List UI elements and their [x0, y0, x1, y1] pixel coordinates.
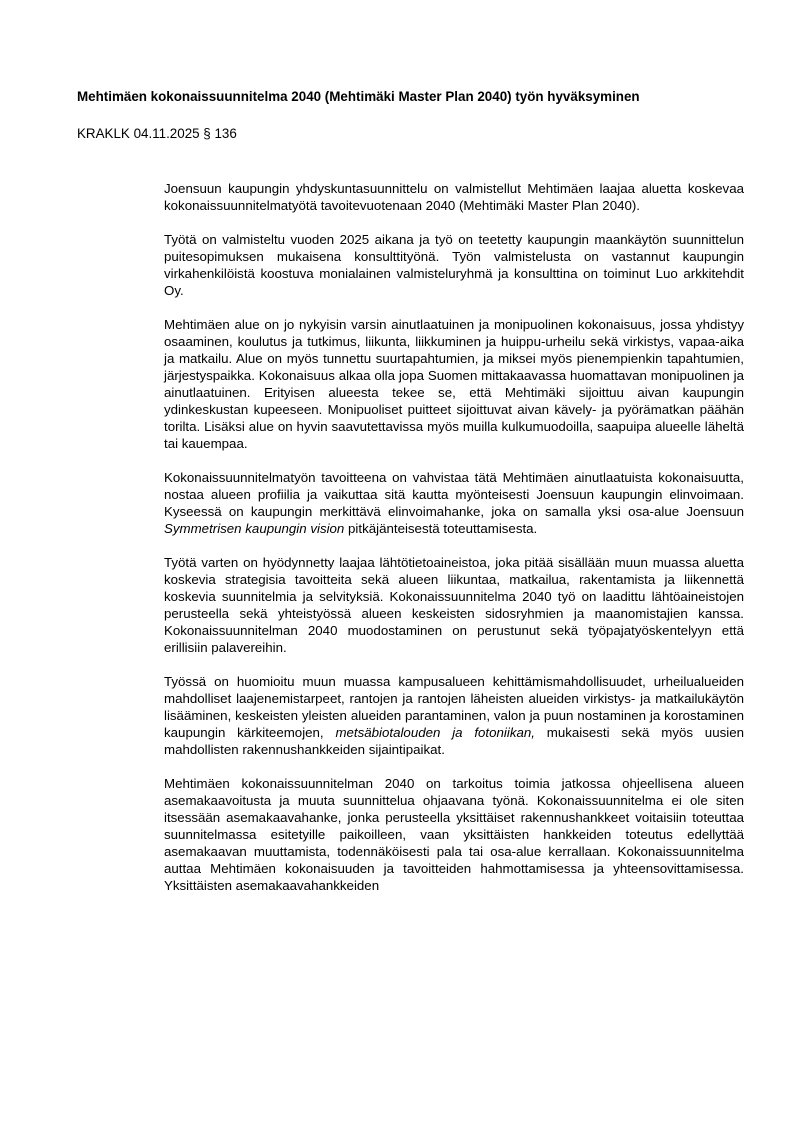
meeting-reference: KRAKLK 04.11.2025 § 136 — [77, 126, 237, 141]
paragraph-4-text-end: pitkäjänteisestä toteuttamisesta. — [344, 521, 538, 536]
paragraph-6-text-start: Työssä on huomioitu muun muassa kampusalueen kehittämismahdollisuudet, urheilualueiden mahdolliset laajenemistarpeet, rantojen ja rantojen läheisten alueiden virkistys- ja matkailukäytön lisääminen, keskeisten yleisten alueiden parantaminen, valon ja puun nostaminen ja korostaminen kaupungin kärkiteemojen, — [164, 674, 744, 740]
paragraph-2: Työtä on valmisteltu vuoden 2025 aikana ja työ on teetetty kaupungin maankäytön suunnittelun puitesopimuksen mukaisena konsulttityönä. Työn valmistelusta on vastannut kaupungin virkahenkilöistä koostuva monialainen valmisteluryhmä ja konsulttina on toiminut Luo arkkitehdit Oy. — [164, 232, 744, 298]
document-body — [164, 180, 744, 894]
paragraph-4 — [164, 469, 744, 537]
paragraph-6 — [164, 673, 744, 758]
paragraph-6-emphasis: metsäbiotalouden ja fotoniikan, — [335, 725, 535, 740]
paragraph-3: Mehtimäen alue on jo nykyisin varsin ainutlaatuinen ja monipuolinen kokonaisuus, jossa yhdistyy osaaminen, koulutus ja tutkimus, liikunta, liikkuminen ja huippu-urheilu sekä virkistys, vapaa-aika ja matkailu. Alue on myös tunnettu suurtapahtumien, ja miksei myös pienempienkin tapahtumien, järjestyspaikka. Kokonaisuus alkaa olla jopa Suomen mittakaavassa huomattavan monipuolinen ja ainutlaatuinen. Erityisen alueesta tekee se, että Mehtimäki sijoittuu aivan kaupungin ydinkeskustan kupeeseen. Monipuoliset puitteet sijoittuvat aivan kävely- ja pyörämatkan päähän torilta. Lisäksi alue on hyvin saavutettavissa myös muilla kulkumuodoilla, saapuipa alueelle läheltä tai kauempaa. — [164, 317, 744, 451]
document-title: Mehtimäen kokonaissuunnitelma 2040 (Mehtimäki Master Plan 2040) työn hyväksyminen — [77, 89, 640, 104]
paragraph-4-text-start: Kokonaissuunnitelmatyön tavoitteena on vahvistaa tätä Mehtimäen ainutlaatuista kokonaisuutta, nostaa alueen profiilia ja vaikuttaa sitä kautta myönteisesti Joensuun kaupungin elinvoimaan. Kyseessä on kaupungin merkittävä elinvoimahanke, joka on samalla yksi osa-alue Joensuun — [164, 470, 744, 519]
paragraph-7: Mehtimäen kokonaissuunnitelman 2040 on tarkoitus toimia jatkossa ohjeellisena alueen asemakaavoitusta ja muuta suunnittelua ohjaavana työnä. Kokonaissuunnitelma ei ole siten itsessään asemakaavahanke, jonka perusteella yksittäiset rakennushankkeet voitaisiin toteuttaa suunnitelmassa esitetyille paikoilleen, vaan yksittäisten hankkeiden toteutus edellyttää asemakaavan muuttamista, todennäköisesti pala tai osa-alue kerrallaan. Kokonaissuunnitelma auttaa Mehtimäen kokonaisuuden ja tavoitteiden hahmottamisessa ja yhteensovittamisessa. Yksittäisten asemakaavahankkeiden — [164, 776, 744, 893]
paragraph-1: Joensuun kaupungin yhdyskuntasuunnittelu on valmistellut Mehtimäen laajaa aluetta koskevaa kokonaissuunnitelmatyötä tavoitevuotenaan 2040 (Mehtimäki Master Plan 2040). — [164, 181, 744, 213]
paragraph-4-emphasis: Symmetrisen kaupungin vision — [164, 521, 345, 536]
paragraph-6-text-end: mukaisesti sekä myös uusien mahdollisten rakennushankkeiden sijaintipaikat. — [164, 725, 744, 757]
paragraph-5: Työtä varten on hyödynnetty laajaa lähtötietoaineistoa, joka pitää sisällään muun muassa aluetta koskevia strategisia tavoitteita sekä alueen liikuntaa, matkailua, rakentamista ja liikennettä koskevia suunnitelmia ja selvityksiä. Kokonaissuunnitelma 2040 työ on laadittu lähtöaineistojen perusteella sekä yhteistyössä alueen keskeisten sidosryhmien ja maanomistajien kanssa. Kokonaissuunnitelman 2040 muodostaminen on perustunut sekä työpajatyöskentelyyn että erillisiin palavereihin. — [164, 555, 744, 655]
